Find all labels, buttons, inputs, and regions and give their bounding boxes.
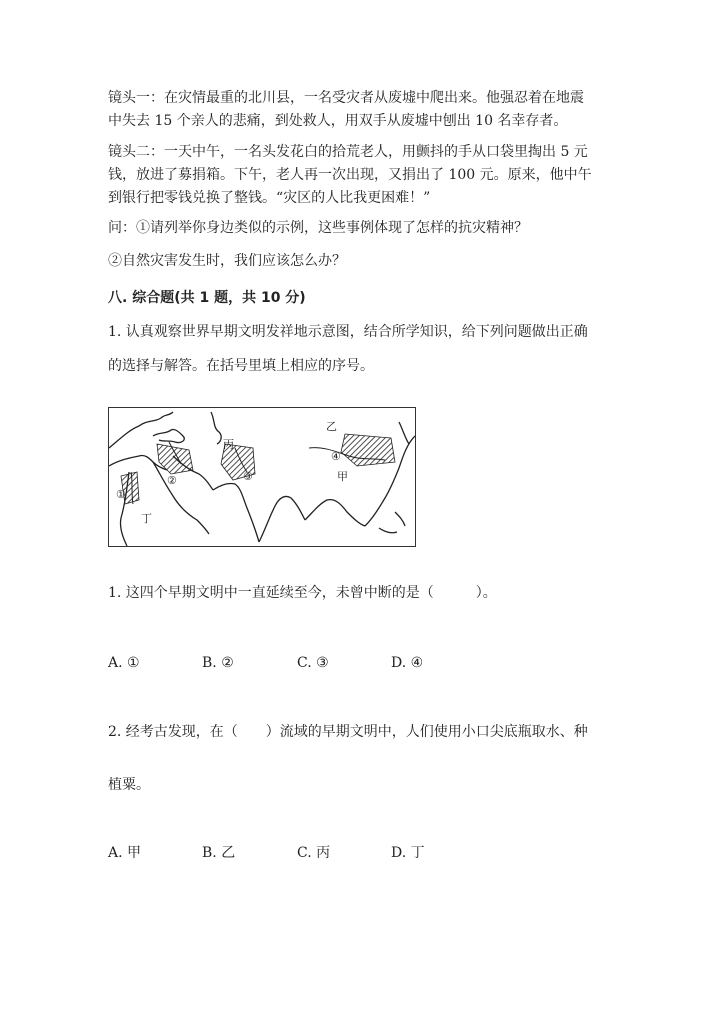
q2-stem-line1: 2. 经考古发现，在（ ）流域的早期文明中，人们使用小口尖底瓶取水、种 [108, 724, 588, 740]
label-n2: ② [167, 474, 177, 487]
scene1-line2: 中失去 15 个亲人的悲痛，到处救人，用双手从废墟中刨出 10 名幸存者。 [108, 113, 568, 129]
q1-option-b: B. ② [202, 655, 234, 671]
section-intro-line2: 的选择与解答。在括号里填上相应的序号。 [108, 358, 374, 374]
q1-option-c: C. ③ [297, 655, 329, 671]
q2-option-d: D. 丁 [391, 845, 425, 861]
label-n1: ① [116, 488, 126, 501]
q2-option-b: B. 乙 [202, 845, 236, 861]
caspian-sea [211, 412, 221, 444]
label-bing: 丙 [223, 438, 234, 451]
red-sea-arabia [153, 462, 209, 534]
q1-option-d: D. ④ [391, 655, 424, 671]
label-jia: 甲 [337, 470, 348, 483]
southeast-asia [305, 500, 365, 526]
label-n4: ④ [331, 450, 341, 463]
question-1: 问：①请列举你身边类似的示例，这些事例体现了怎样的抗灾精神？ [108, 220, 528, 236]
label-ding: 丁 [141, 512, 152, 525]
section-title: 八. 综合题(共 1 题，共 10 分) [108, 290, 306, 306]
q2-stem-line2: 植粟。 [108, 777, 150, 793]
section-intro-line1: 1. 认真观察世界早期文明发祥地示意图，结合所学知识，给下列问题做出正确 [108, 324, 588, 340]
label-yi: 乙 [326, 420, 337, 433]
india-east [259, 496, 305, 542]
label-n3: ③ [243, 470, 253, 483]
q1-stem: 1. 这四个早期文明中一直延续至今，未曾中断的是（ ）。 [108, 585, 497, 601]
island-2 [395, 512, 405, 526]
scene2-line2: 钱，放进了募捐箱。下午，老人再一次出现，又捐出了 100 元。原来，他中午 [108, 167, 592, 183]
scene1-line1: 镜头一：在灾情最重的北川县，一名受灾者从废墟中爬出来。他强忍着在地震 [108, 90, 584, 106]
q1-option-a: A. ① [108, 655, 140, 671]
scene2-line1: 镜头二：一天中午，一名头发花白的拾荒老人，用颤抖的手从口袋里掏出 5 元 [108, 144, 588, 160]
question-2: ②自然灾害发生时，我们应该怎么办？ [108, 253, 346, 269]
europe-coast [109, 412, 173, 448]
india-west [213, 483, 259, 542]
scene2-line3: 到银行把零钱兑换了整钱。“灾区的人比我更困难！” [108, 190, 431, 206]
map-drawing [109, 408, 415, 546]
island-1 [379, 528, 397, 533]
q2-option-c: C. 丙 [297, 845, 331, 861]
early-civilizations-map [108, 407, 416, 547]
korea [399, 422, 409, 444]
q2-option-a: A. 甲 [108, 845, 142, 861]
black-sea [153, 429, 184, 442]
mesopotamia-area [157, 444, 193, 474]
china-area [341, 434, 395, 466]
